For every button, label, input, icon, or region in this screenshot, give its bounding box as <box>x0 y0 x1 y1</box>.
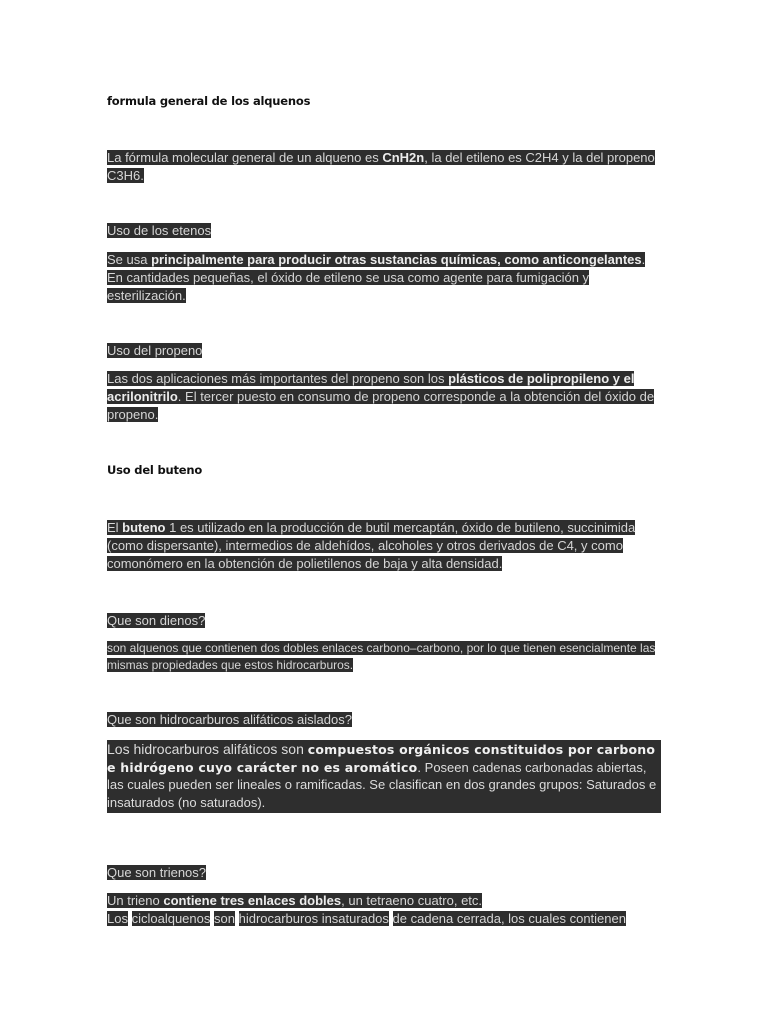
propeno-text-a: Las dos aplicaciones más importantes del propeno son los <box>107 371 449 386</box>
title-alifaticos <box>107 711 352 729</box>
alifaticos-title: Que son hidrocarburos alifáticos aislados? <box>107 712 352 727</box>
heading-formula-general: formula general de los alquenos <box>107 94 311 108</box>
title-trienos <box>107 864 206 882</box>
dienos-title: Que son dienos? <box>107 613 206 628</box>
trienos-bold: contiene tres enlaces dobles <box>163 893 342 908</box>
p1-text-a: La fórmula molecular general de un alqueno es <box>107 150 383 165</box>
trienos-text-a: Un trieno <box>107 893 164 908</box>
trienos-title: Que son trienos? <box>107 865 207 880</box>
paragraph-formula <box>107 149 663 185</box>
etenos-text-a: Se usa <box>107 252 152 267</box>
trienos-text-c: , un tetraeno cuatro, etc. <box>341 893 483 908</box>
paragraph-alifaticos <box>107 740 661 813</box>
paragraph-dienos <box>107 640 657 674</box>
uso-propeno-title: Uso del propeno <box>107 343 203 358</box>
heading-uso-buteno: Uso del buteno <box>107 463 203 477</box>
alifaticos-text-c: . Poseen cadenas carbonadas abiertas, las cuales pueden ser lineales o ramificadas. Se clasifican en dos grandes grupos: Saturados e insaturados (no saturados). <box>107 759 657 810</box>
p1-text-c: , la del etileno es C2H4 y la del propeno C3H6. <box>107 150 655 183</box>
alifaticos-bold: compuestos orgánicos constituidos por carbono e hidrógeno cuyo carácter no es aromático <box>107 742 656 775</box>
trienos-d5: de cadena cerrada, los cuales contienen <box>392 911 626 926</box>
p1-formula: CnH2n <box>382 150 425 165</box>
trienos-d1: Los <box>107 911 128 926</box>
etenos-bold: principalmente para producir otras sustancias químicas, como anticongelantes <box>151 252 642 267</box>
buteno-text-c: 1 es utilizado en la producción de butil mercaptán, óxido de butileno, succinimida (como dispersante), intermedios de aldehídos, alcoholes y otros derivados de C4, y como comonómero en la obtención de polietilenos de baja y alta densidad. <box>107 520 636 571</box>
alifaticos-text-a: Los hidrocarburos alifáticos son <box>107 741 308 757</box>
buteno-bold: buteno <box>122 520 166 535</box>
paragraph-uso-etenos <box>107 251 657 305</box>
title-uso-propeno <box>107 342 202 360</box>
paragraph-trienos <box>107 892 667 928</box>
title-uso-etenos <box>107 222 211 240</box>
trienos-d3: son <box>214 911 235 926</box>
paragraph-buteno <box>107 519 663 573</box>
propeno-bold: plásticos de polipropileno y el acrilonitrilo <box>107 371 635 404</box>
title-dienos <box>107 612 205 630</box>
trienos-d4: hidrocarburos insaturados <box>238 911 389 926</box>
buteno-text-a: El <box>107 520 123 535</box>
etenos-text-c: . En cantidades pequeñas, el óxido de etileno se usa como agente para fumigación y esterilización. <box>107 252 646 303</box>
paragraph-uso-propeno <box>107 370 657 424</box>
dienos-text: son alquenos que contienen dos dobles enlaces carbono–carbono, por lo que tienen esencialmente las mismas propiedades que estos hidrocarburos. <box>107 641 656 672</box>
propeno-text-c: . El tercer puesto en consumo de propeno corresponde a la obtención del óxido de propeno. <box>107 389 655 422</box>
trienos-d2: cicloalquenos <box>131 911 211 926</box>
uso-etenos-title: Uso de los etenos <box>107 223 212 238</box>
